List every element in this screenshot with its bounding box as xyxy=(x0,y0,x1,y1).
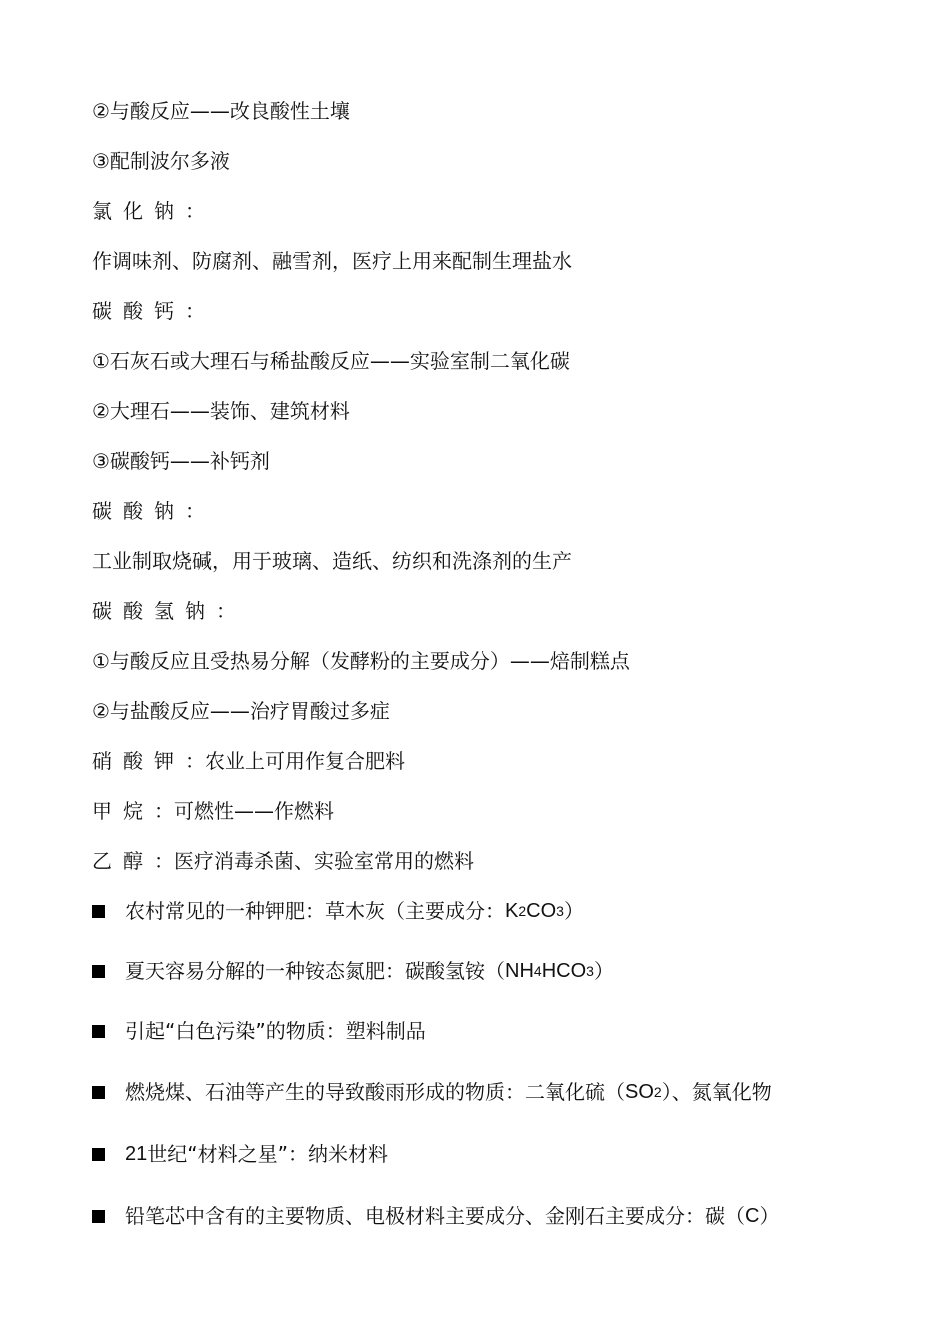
bullet-item: 铅笔芯中含有的主要物质、电极材料主要成分、金刚石主要成分：碳（ C ） xyxy=(92,1203,779,1229)
bullet-item: 农村常见的一种钾肥：草木灰（主要成分： K 2 CO 3 ） xyxy=(92,898,584,924)
square-bullet-icon xyxy=(92,1210,105,1223)
text-line: ③碳酸钙——补钙剂 xyxy=(92,449,270,473)
term-desc: ：医疗消毒杀菌、实验室常用的燃料 xyxy=(154,849,474,873)
bullet-item: 21 世纪“材料之星”：纳米材料 xyxy=(92,1141,388,1167)
text-line: ②与酸反应——改良酸性土壤 xyxy=(92,99,350,123)
bullet-item: 引起“白色污染”的物质：塑料制品 xyxy=(92,1018,426,1044)
square-bullet-icon xyxy=(92,905,105,918)
text-line: ②与盐酸反应——治疗胃酸过多症 xyxy=(92,699,390,723)
text-line: ①与酸反应且受热易分解（发酵粉的主要成分）——焙制糕点 xyxy=(92,649,630,673)
square-bullet-icon xyxy=(92,1025,105,1038)
bullet-item: 燃烧煤、石油等产生的导致酸雨形成的物质：二氧化硫（ SO 2 ）、氮氧化物 xyxy=(92,1079,772,1105)
text-line-ethanol xyxy=(92,849,474,873)
text-line: 工业制取烧碱，用于玻璃、造纸、纺织和洗涤剂的生产 xyxy=(92,549,572,573)
square-bullet-icon xyxy=(92,965,105,978)
square-bullet-icon xyxy=(92,1086,105,1099)
text-line-methane xyxy=(92,799,334,823)
section-heading-sodium-chloride: 氯化钠： xyxy=(92,199,216,223)
bullet-item: 夏天容易分解的一种铵态氮肥：碳酸氢铵（ NH 4 HCO 3 ） xyxy=(92,958,614,984)
term-desc: ：农业上可用作复合肥料 xyxy=(185,749,405,773)
square-bullet-icon xyxy=(92,1148,105,1161)
term-desc: ：可燃性——作燃料 xyxy=(154,799,334,823)
text-line-potassium-nitrate xyxy=(92,749,405,773)
text-line: ②大理石——装饰、建筑材料 xyxy=(92,399,350,423)
text-line: ③配制波尔多液 xyxy=(92,149,230,173)
section-heading-sodium-carbonate: 碳酸钠： xyxy=(92,499,216,523)
term-label: 乙醇 xyxy=(92,849,154,873)
section-heading-calcium-carbonate: 碳酸钙： xyxy=(92,299,216,323)
text-line: ①石灰石或大理石与稀盐酸反应——实验室制二氧化碳 xyxy=(92,349,570,373)
term-label: 硝酸钾 xyxy=(92,749,185,773)
text-line: 作调味剂、防腐剂、融雪剂，医疗上用来配制生理盐水 xyxy=(92,249,572,273)
term-label: 甲烷 xyxy=(92,799,154,823)
section-heading-sodium-bicarbonate: 碳酸氢钠： xyxy=(92,599,247,623)
